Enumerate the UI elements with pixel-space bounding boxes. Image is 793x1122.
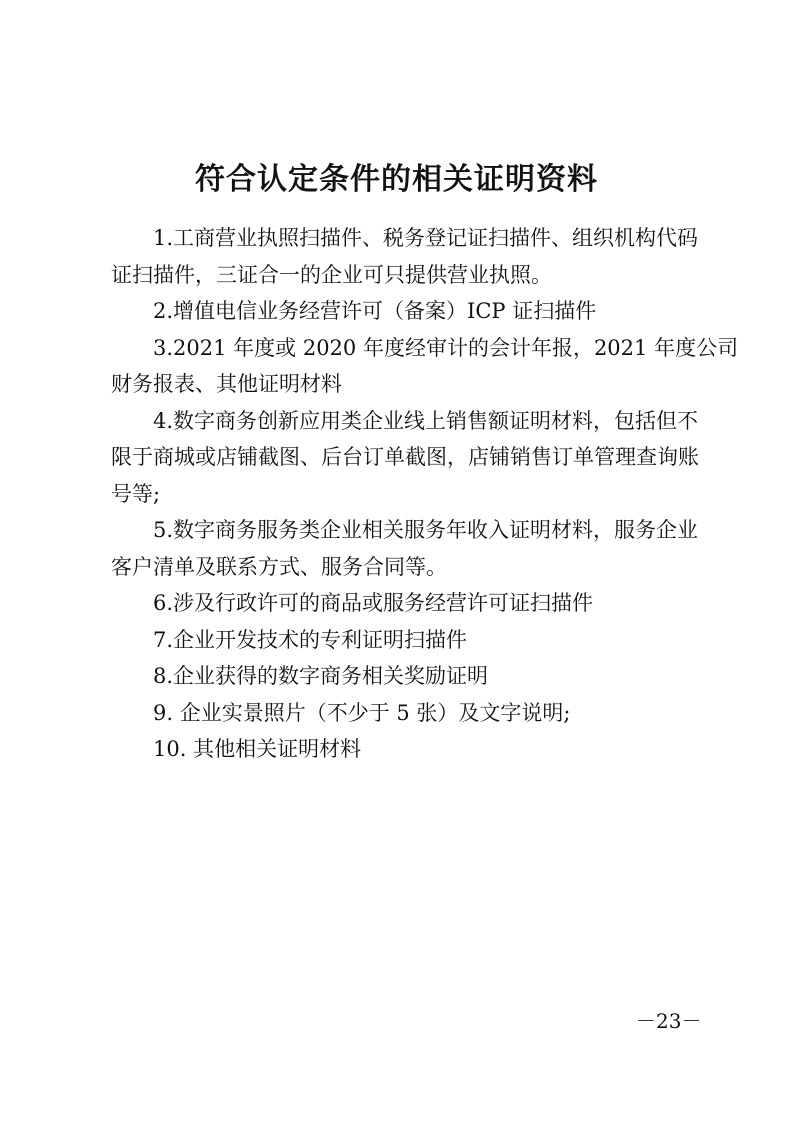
list-item-2: [111, 293, 696, 330]
page-title: 符合认定条件的相关证明资料: [195, 162, 598, 198]
list-item-6-line-1: 6.涉及行政许可的商品或服务经营许可证扫描件: [153, 591, 594, 615]
list-item-5: [111, 512, 699, 585]
list-item-1-line-2: 证扫描件，三证合一的企业可只提供营业执照。: [111, 262, 552, 287]
list-item-1-line-1: 1.工商营业执照扫描件、税务登记证扫描件、组织机构代码: [153, 226, 699, 250]
list-item-4-line-1: 4.数字商务创新应用类企业线上销售额证明材料，包括但不: [153, 408, 699, 433]
list-item-3-line-1: 3.2021 年度或 2020 年度经审计的会计年报，2021 年度公司: [153, 335, 739, 360]
list-item-3: [111, 330, 739, 403]
list-item-7-line-1: 7.企业开发技术的专利证明扫描件: [153, 627, 468, 652]
list-item-3-line-2: 财务报表、其他证明材料: [111, 372, 342, 396]
list-item-7: [111, 622, 696, 659]
list-item-9: [111, 695, 696, 732]
list-item-6: [111, 585, 696, 622]
list-item-10-line-1: 10. 其他相关证明材料: [153, 737, 362, 761]
list-item-8: [111, 658, 696, 695]
list-item-8-line-1: 8.企业获得的数字商务相关奖励证明: [153, 664, 489, 688]
list-item-4-line-3: 号等;: [111, 481, 161, 506]
list-item-2-line-1: 2.增值电信业务经营许可（备案）ICP 证扫描件: [153, 299, 597, 323]
list-item-5-line-1: 5.数字商务服务类企业相关服务年收入证明材料，服务企业: [153, 518, 699, 542]
list-item-10: [111, 731, 696, 768]
list-item-1: [111, 220, 699, 293]
page-number: －23－: [636, 1009, 702, 1033]
list-item-5-line-2: 客户清单及联系方式、服务合同等。: [111, 554, 447, 579]
document-body: [111, 220, 739, 768]
list-item-9-line-1: 9. 企业实景照片（不少于 5 张）及文字说明;: [153, 700, 571, 725]
list-item-4-line-2: 限于商城或店铺截图、后台订单截图，店铺销售订单管理查询账: [111, 445, 699, 469]
list-item-4: [111, 403, 699, 513]
